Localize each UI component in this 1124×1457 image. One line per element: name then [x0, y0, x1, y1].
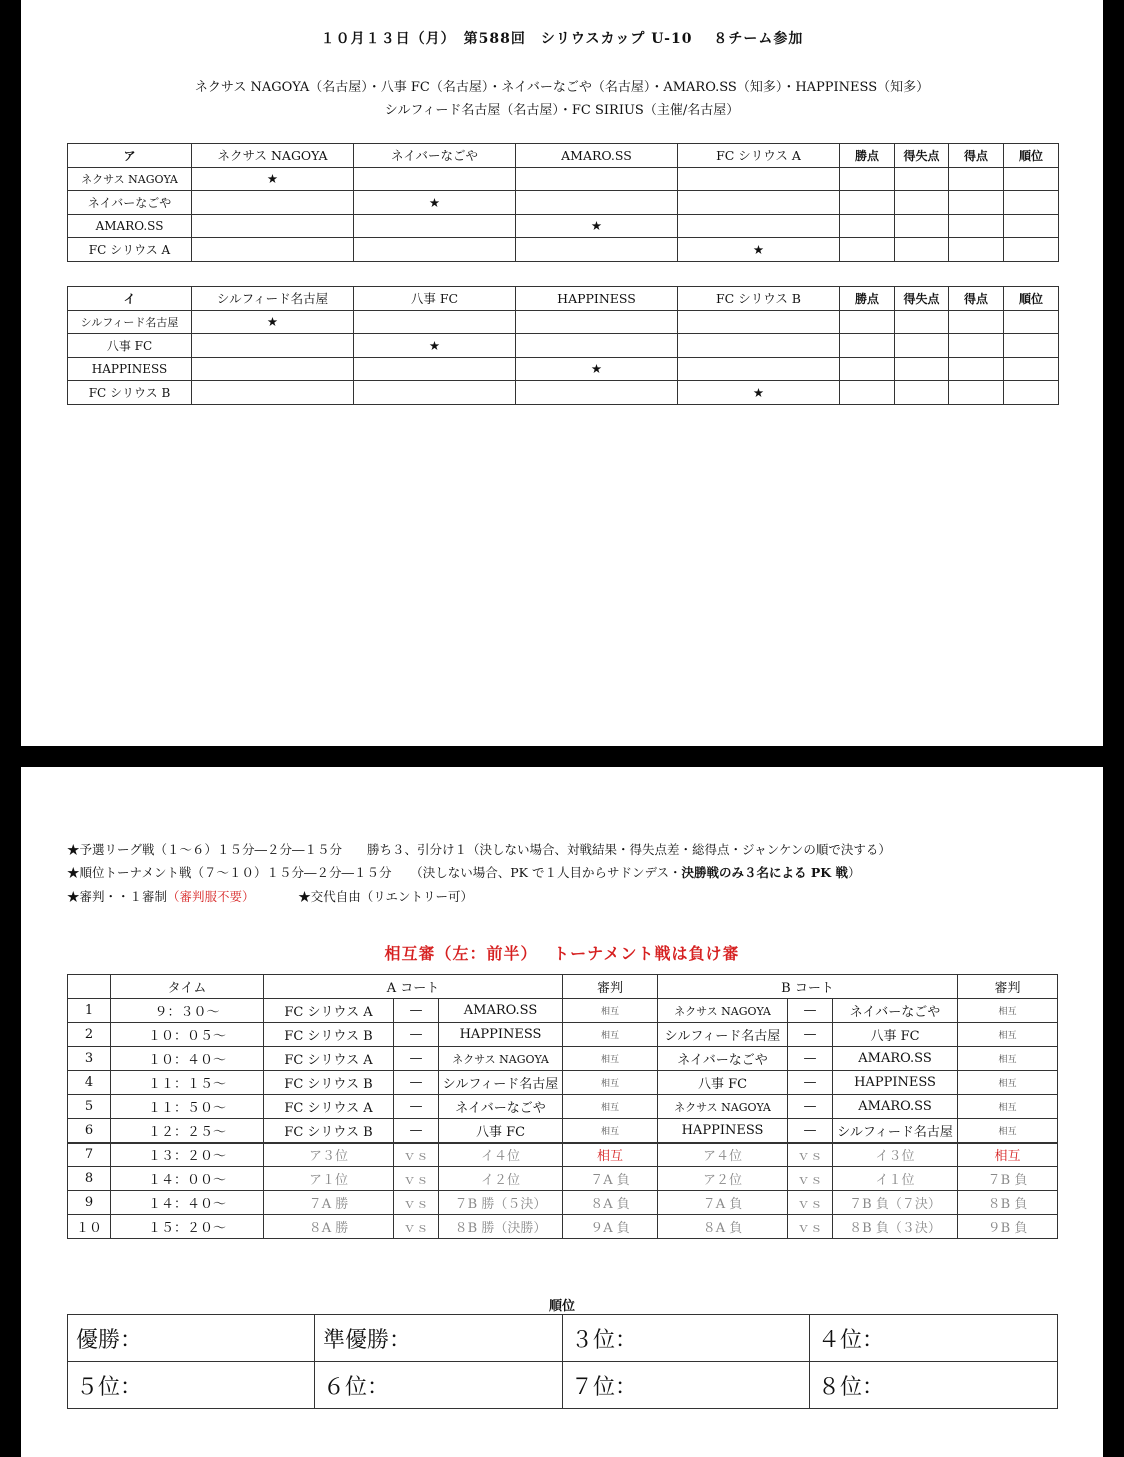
match-time: １０：０５～ [111, 1023, 264, 1047]
rule-tournament-text: ★順位トーナメント戦（７～１０）１５分―２分―１５分 （決しない場合、PK で１人目からサドンデス・ [67, 865, 682, 880]
table-row [68, 167, 1059, 191]
court-a-team-1: ８A 勝 [264, 1215, 394, 1239]
court-b-team-1: ネイバーなごや [658, 1047, 788, 1071]
row-team: HAPPINESS [68, 357, 192, 381]
court-b-team-2: イ３位 [833, 1143, 958, 1167]
match-number: 8 [68, 1167, 111, 1191]
column-goal-diff: 得失点 [895, 287, 949, 311]
match-time: １５：２０～ [111, 1215, 264, 1239]
court-a-separator: — [394, 1071, 439, 1095]
match-number: 3 [68, 1047, 111, 1071]
court-a-team-1: ７A 勝 [264, 1191, 394, 1215]
header-court-b: B コート [658, 975, 958, 999]
table-row [68, 381, 1059, 405]
court-b-referee: 相互 [958, 1095, 1058, 1119]
court-b-team-1: ７A 負 [658, 1191, 788, 1215]
court-a-separator: — [394, 1023, 439, 1047]
rule-final-pk: 決勝戦のみ３名による PK 戦 [681, 865, 848, 880]
diagonal-star: ★ [516, 214, 678, 238]
court-b-referee: 相互 [958, 1119, 1058, 1143]
row-team: FC シリウス B [68, 381, 192, 405]
court-a-referee: ９A 負 [563, 1215, 658, 1239]
court-a-team-2: ８B 勝（決勝） [439, 1215, 563, 1239]
court-b-separator: — [788, 1023, 833, 1047]
court-b-separator: — [788, 999, 833, 1023]
document-page-1 [21, 0, 1103, 746]
header-time: タイム [111, 975, 264, 999]
ranking-cell: ６位： [315, 1362, 563, 1409]
court-b-team-2: AMARO.SS [833, 1095, 958, 1119]
match-time: １１：５０～ [111, 1095, 264, 1119]
court-b-referee: 相互 [958, 1047, 1058, 1071]
rule-substitution: ★交代自由（リエントリー可） [298, 889, 474, 904]
court-b-referee: 相互 [958, 1143, 1058, 1167]
court-a-team-2: ネクサス NAGOYA [439, 1047, 563, 1071]
court-b-separator: — [788, 1047, 833, 1071]
match-time: １１：１５～ [111, 1071, 264, 1095]
rule-tournament [67, 863, 860, 881]
header-court-a: A コート [264, 975, 563, 999]
table-row [68, 1143, 1058, 1167]
match-number: 9 [68, 1191, 111, 1215]
court-a-referee: 相互 [563, 1071, 658, 1095]
row-team: ネクサス NAGOYA [68, 167, 192, 191]
court-b-team-2: ８B 負（３決） [833, 1215, 958, 1239]
column-team: 八事 FC [354, 287, 516, 311]
table-row [68, 1071, 1058, 1095]
match-time: １２：２５～ [111, 1119, 264, 1143]
diagonal-star: ★ [678, 381, 840, 405]
court-b-referee: 相互 [958, 1071, 1058, 1095]
match-number: 5 [68, 1095, 111, 1119]
court-a-team-2: イ２位 [439, 1167, 563, 1191]
court-b-referee: ７B 負 [958, 1167, 1058, 1191]
rule-league: ★予選リーグ戦（１～６）１５分―２分―１５分 勝ち３、引分け１（決しない場合、対戦結果・得失点差・総得点・ジャンケンの順で決する） [67, 842, 891, 857]
match-number: 6 [68, 1119, 111, 1143]
league-table-a [67, 143, 1059, 262]
table-row [68, 1095, 1058, 1119]
court-b-separator: — [788, 1119, 833, 1143]
rule-referee-note: （審判服不要） [167, 889, 249, 904]
court-a-team-2: AMARO.SS [439, 999, 563, 1023]
match-time: １４：００～ [111, 1167, 264, 1191]
column-goal-diff: 得失点 [895, 144, 949, 168]
court-a-referee: 相互 [563, 1119, 658, 1143]
court-a-referee: 相互 [563, 1143, 658, 1167]
ranking-cell: ７位： [563, 1362, 810, 1409]
ranking-cell: ４位： [810, 1315, 1058, 1362]
court-b-team-2: 八事 FC [833, 1023, 958, 1047]
ranking-cell: 準優勝： [315, 1315, 563, 1362]
table-row [68, 214, 1059, 238]
column-team: HAPPINESS [516, 287, 678, 311]
court-a-team-2: 八事 FC [439, 1119, 563, 1143]
court-b-team-2: イ１位 [833, 1167, 958, 1191]
court-b-team-1: ネクサス NAGOYA [658, 1095, 788, 1119]
court-a-referee: ８A 負 [563, 1191, 658, 1215]
court-a-versus: ｖｓ [394, 1167, 439, 1191]
rule-referee [67, 887, 473, 905]
header-referee-a: 審判 [563, 975, 658, 999]
row-team: ネイバーなごや [68, 191, 192, 215]
court-a-separator: — [394, 1095, 439, 1119]
court-a-team-1: FC シリウス A [264, 999, 394, 1023]
table-row [68, 334, 1059, 358]
court-a-versus: ｖｓ [394, 1191, 439, 1215]
court-b-versus: ｖｓ [788, 1215, 833, 1239]
rule-tournament-close: ） [847, 865, 861, 880]
participating-teams-line-1: ネクサス NAGOYA（名古屋）・八事 FC（名古屋）・ネイバーなごや（名古屋）・AMARO.SS（知多）・HAPPINESS（知多） [194, 80, 930, 95]
court-b-team-2: HAPPINESS [833, 1071, 958, 1095]
match-number: 4 [68, 1071, 111, 1095]
court-a-team-1: FC シリウス B [264, 1071, 394, 1095]
column-team: FC シリウス B [678, 287, 840, 311]
group-label: ア [68, 144, 192, 168]
column-team: ネイバーなごや [354, 144, 516, 168]
table-row [68, 191, 1059, 215]
court-b-team-1: 八事 FC [658, 1071, 788, 1095]
court-a-team-2: HAPPINESS [439, 1023, 563, 1047]
match-number: 2 [68, 1023, 111, 1047]
row-team: FC シリウス A [68, 238, 192, 262]
court-a-team-1: FC シリウス B [264, 1119, 394, 1143]
rule-referee-text: ★審判・・１審制 [67, 889, 168, 904]
ranking-cell: ５位： [68, 1362, 315, 1409]
ranking-label: 順位 [548, 1299, 575, 1314]
court-b-separator: — [788, 1071, 833, 1095]
row-team: 八事 FC [68, 334, 192, 358]
row-team: シルフィード名古屋 [68, 310, 192, 334]
table-row [68, 1191, 1058, 1215]
table-row [68, 1023, 1058, 1047]
match-time: ９：３０～ [111, 999, 264, 1023]
ranking-cell: ３位： [563, 1315, 810, 1362]
referee-headline: 相互審（左：前半） トーナメント戦は負け審 [384, 944, 740, 963]
table-row [68, 357, 1059, 381]
column-goals: 得点 [949, 287, 1004, 311]
header-referee-b: 審判 [958, 975, 1058, 999]
court-a-team-1: FC シリウス A [264, 1047, 394, 1071]
court-b-team-2: ネイバーなごや [833, 999, 958, 1023]
column-team: ネクサス NAGOYA [192, 144, 354, 168]
diagonal-star: ★ [516, 357, 678, 381]
court-a-team-1: ア３位 [264, 1143, 394, 1167]
court-a-referee: ７A 負 [563, 1167, 658, 1191]
court-b-team-1: ネクサス NAGOYA [658, 999, 788, 1023]
table-row [68, 1047, 1058, 1071]
court-b-team-1: ア４位 [658, 1143, 788, 1167]
court-b-versus: ｖｓ [788, 1191, 833, 1215]
court-b-team-2: AMARO.SS [833, 1047, 958, 1071]
table-row [68, 999, 1058, 1023]
match-time: １３：２０～ [111, 1143, 264, 1167]
table-row [68, 1167, 1058, 1191]
court-b-referee: ９B 負 [958, 1215, 1058, 1239]
court-b-referee: 相互 [958, 1023, 1058, 1047]
court-a-separator: — [394, 1047, 439, 1071]
ranking-cell: ８位： [810, 1362, 1058, 1409]
match-number: １０ [68, 1215, 111, 1239]
court-b-team-1: ア２位 [658, 1167, 788, 1191]
ranking-cell: 優勝： [68, 1315, 315, 1362]
diagonal-star: ★ [678, 238, 840, 262]
diagonal-star: ★ [192, 310, 354, 334]
column-team: FC シリウス A [678, 144, 840, 168]
court-a-team-2: シルフィード名古屋 [439, 1071, 563, 1095]
match-number: 7 [68, 1143, 111, 1167]
match-schedule-table [67, 974, 1058, 1239]
group-label: イ [68, 287, 192, 311]
diagonal-star: ★ [192, 167, 354, 191]
court-a-separator: — [394, 1119, 439, 1143]
court-a-team-2: ７B 勝（５決） [439, 1191, 563, 1215]
court-a-team-2: ネイバーなごや [439, 1095, 563, 1119]
row-team: AMARO.SS [68, 214, 192, 238]
column-points: 勝点 [840, 144, 895, 168]
table-row [68, 310, 1059, 334]
court-b-separator: — [788, 1095, 833, 1119]
court-a-versus: ｖｓ [394, 1143, 439, 1167]
match-time: １４：４０～ [111, 1191, 264, 1215]
court-a-referee: 相互 [563, 999, 658, 1023]
court-a-team-1: FC シリウス B [264, 1023, 394, 1047]
court-a-team-1: FC シリウス A [264, 1095, 394, 1119]
court-a-referee: 相互 [563, 1023, 658, 1047]
column-rank: 順位 [1004, 287, 1059, 311]
league-table-b [67, 286, 1059, 405]
ranking-table [67, 1314, 1058, 1409]
court-a-referee: 相互 [563, 1095, 658, 1119]
page-title: １０月１３日（月） 第588回 シリウスカップ U-10 ８チーム参加 [320, 31, 804, 47]
diagonal-star: ★ [354, 191, 516, 215]
match-number: 1 [68, 999, 111, 1023]
column-points: 勝点 [840, 287, 895, 311]
court-b-team-1: シルフィード名古屋 [658, 1023, 788, 1047]
court-b-team-1: HAPPINESS [658, 1119, 788, 1143]
court-a-team-1: ア１位 [264, 1167, 394, 1191]
diagonal-star: ★ [354, 334, 516, 358]
court-a-team-2: イ４位 [439, 1143, 563, 1167]
court-b-team-2: ７B 負（７決） [833, 1191, 958, 1215]
court-b-referee: 相互 [958, 999, 1058, 1023]
court-b-referee: ８B 負 [958, 1191, 1058, 1215]
court-b-team-2: シルフィード名古屋 [833, 1119, 958, 1143]
court-a-versus: ｖｓ [394, 1215, 439, 1239]
court-b-versus: ｖｓ [788, 1167, 833, 1191]
column-rank: 順位 [1004, 144, 1059, 168]
column-goals: 得点 [949, 144, 1004, 168]
match-time: １０：４０～ [111, 1047, 264, 1071]
court-a-separator: — [394, 999, 439, 1023]
column-team: シルフィード名古屋 [192, 287, 354, 311]
table-row [68, 1119, 1058, 1143]
court-b-versus: ｖｓ [788, 1143, 833, 1167]
participating-teams-line-2: シルフィード名古屋（名古屋）・FC SIRIUS（主催/名古屋） [384, 103, 740, 118]
court-a-referee: 相互 [563, 1047, 658, 1071]
table-row [68, 1215, 1058, 1239]
table-row [68, 238, 1059, 262]
court-b-team-1: ８A 負 [658, 1215, 788, 1239]
document-page-2 [21, 767, 1103, 1457]
column-team: AMARO.SS [516, 144, 678, 168]
